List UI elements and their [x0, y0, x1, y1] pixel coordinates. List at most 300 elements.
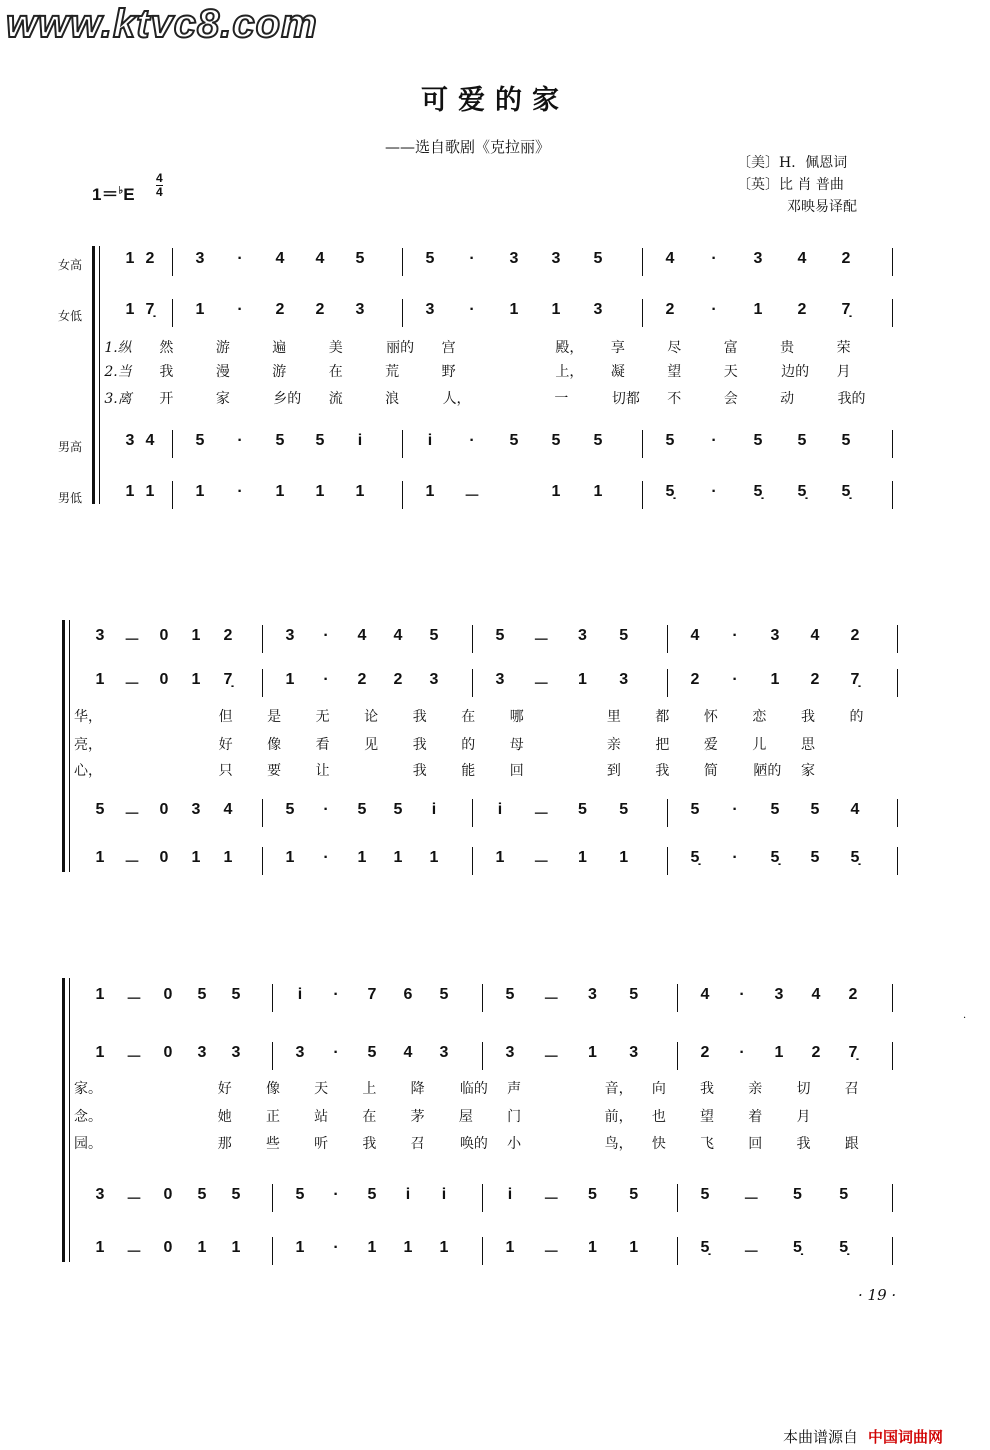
barline — [482, 1237, 483, 1265]
lyric-syllable: 游 — [272, 364, 287, 380]
note-soprano: 3 — [578, 627, 587, 644]
note-alto: 3 — [593, 301, 603, 318]
lyric-syllable: 飞 — [700, 1136, 715, 1152]
note-soprano: i — [297, 986, 303, 1003]
lyric-syllable: 好 — [218, 737, 233, 753]
note-tenor: i — [441, 1186, 447, 1203]
lyric-syllable: 儿 — [752, 737, 767, 753]
note-soprano: 1 — [125, 250, 135, 267]
page-number: · 19 · — [858, 1286, 897, 1304]
voice-label-alto: 女低 — [58, 309, 83, 323]
note-tenor: 5 — [619, 801, 629, 818]
lyric-syllable: 向 — [651, 1081, 666, 1097]
barline — [402, 481, 403, 509]
barline — [262, 847, 263, 875]
note-tenor: 0 — [159, 801, 169, 818]
note-tenor: · — [711, 432, 717, 449]
lyric-syllable: 我 — [700, 1081, 715, 1097]
note-soprano: 4 — [700, 986, 710, 1003]
barline — [482, 1042, 483, 1070]
note-tenor: － — [123, 806, 140, 823]
note-soprano: 3 — [753, 250, 763, 267]
note-soprano: 6 — [403, 986, 413, 1003]
note-bass: · — [711, 483, 717, 500]
note-tenor: 5 — [753, 432, 763, 449]
lyric-syllable: 凝 — [610, 364, 625, 380]
lyric-syllable: 鸟， — [604, 1136, 633, 1152]
lyric-syllable: 召 — [844, 1081, 859, 1097]
note-alto: · — [711, 301, 717, 318]
lyric-syllable: 母 — [509, 737, 524, 753]
note-bass: 1 — [429, 849, 439, 866]
key-flat: ♭ — [118, 185, 124, 197]
note-tenor: － — [125, 1191, 142, 1208]
lyric-syllable: 唤的 — [459, 1136, 488, 1152]
barline — [897, 847, 898, 875]
voice-label-bass: 男低 — [58, 491, 83, 505]
lyric-syllable: 的 — [849, 709, 864, 725]
lyric-syllable: 里 — [606, 709, 621, 725]
lyric-syllable: 简 — [703, 763, 718, 779]
note-soprano: · — [732, 627, 738, 644]
lyric-syllable: 贵 — [780, 340, 795, 356]
barline — [667, 625, 668, 653]
barline — [892, 430, 893, 458]
note-soprano: 5 — [619, 627, 629, 644]
note-soprano: · — [711, 250, 717, 267]
lyric-syllable: 我 — [412, 709, 427, 725]
note-alto: 2 — [665, 301, 675, 318]
note-soprano: 3 — [774, 986, 784, 1003]
note-soprano: － — [543, 991, 560, 1008]
note-alto: 1 — [509, 301, 519, 318]
lyric-syllable: 论 — [364, 709, 379, 725]
lyric-syllable: 上， — [555, 364, 584, 380]
note-bass: 1 — [505, 1239, 515, 1256]
lyric-syllable: 临的 — [459, 1081, 488, 1097]
note-alto: 7̣ — [145, 301, 155, 318]
lyric-syllable: 漫 — [215, 364, 230, 380]
note-tenor: i — [405, 1186, 411, 1203]
lyric-syllable: 华， — [74, 709, 102, 725]
note-soprano: 2 — [145, 250, 155, 267]
note-alto: 2 — [690, 671, 700, 688]
lyric-syllable: 跟 — [844, 1136, 859, 1152]
note-bass: 5 — [810, 849, 820, 866]
note-alto: 7̣ — [223, 671, 233, 688]
barline — [402, 430, 403, 458]
note-alto: － — [533, 676, 550, 693]
note-alto: 2 — [810, 671, 820, 688]
note-alto: 7̣ — [841, 301, 851, 318]
note-tenor: 5 — [275, 432, 285, 449]
key-signature — [92, 171, 163, 205]
note-bass: 1 — [593, 483, 603, 500]
barline — [472, 669, 473, 697]
lyric-syllable: 在 — [362, 1109, 377, 1125]
note-bass: 1 — [275, 483, 285, 500]
note-alto: 2 — [797, 301, 807, 318]
lyric-syllable: 月 — [836, 364, 851, 380]
note-soprano: － — [123, 632, 140, 649]
key-tonic: 1＝ — [92, 185, 119, 204]
note-tenor: i — [497, 801, 503, 818]
note-tenor: · — [333, 1186, 339, 1203]
note-alto: 2 — [275, 301, 285, 318]
note-alto: 2 — [393, 671, 403, 688]
note-soprano: 1 — [95, 986, 105, 1003]
lyric-syllable: 陋的 — [753, 763, 782, 779]
lyric-syllable: 也 — [651, 1109, 666, 1125]
note-soprano: 3 — [551, 250, 561, 267]
note-alto: 3 — [629, 1044, 639, 1061]
note-tenor: 5 — [797, 432, 807, 449]
note-soprano: 5 — [629, 986, 639, 1003]
note-soprano: · — [469, 250, 475, 267]
note-alto: · — [323, 671, 329, 688]
lyric-syllable: 着 — [748, 1109, 763, 1125]
note-bass: － — [123, 854, 140, 871]
barline — [892, 248, 893, 276]
note-alto: 7̣ — [850, 671, 860, 688]
lyric-syllable: 享 — [610, 340, 625, 356]
note-alto: 3 — [429, 671, 439, 688]
note-soprano: 5 — [495, 627, 505, 644]
note-bass: － — [125, 1244, 142, 1261]
lyric-syllable: 3.离 — [104, 391, 132, 407]
note-soprano: 4 — [811, 986, 821, 1003]
lyric-syllable: 恋 — [752, 709, 767, 725]
watermark-logo: www.ktvc8.com — [6, 2, 318, 46]
barline — [642, 299, 643, 327]
note-soprano: 4 — [665, 250, 675, 267]
lyric-syllable: 富 — [723, 340, 738, 356]
time-numerator: 4 — [156, 171, 163, 185]
note-alto: · — [469, 301, 475, 318]
lyric-syllable: 站 — [314, 1109, 329, 1125]
barline — [677, 1237, 678, 1265]
note-tenor: 3 — [125, 432, 135, 449]
key-note: E — [123, 185, 135, 204]
lyric-syllable: 月 — [796, 1109, 811, 1125]
note-soprano: 3 — [770, 627, 780, 644]
credits — [737, 152, 857, 218]
note-soprano: · — [237, 250, 243, 267]
lyric-syllable: 好 — [217, 1081, 232, 1097]
lyric-syllable: 的 — [461, 737, 476, 753]
note-bass: 1 — [425, 483, 435, 500]
note-bass: 1 — [95, 1239, 105, 1256]
lyric-syllable: 声 — [507, 1081, 522, 1097]
lyric-syllable: 让 — [315, 763, 330, 779]
note-bass: 5̣ — [839, 1239, 849, 1256]
lyric-syllable: 无 — [315, 709, 330, 725]
note-bass: 1 — [551, 483, 561, 500]
footer-brand: 中国词曲网 — [868, 1428, 944, 1446]
lyric-syllable: 召 — [410, 1136, 425, 1152]
note-bass: 0 — [159, 849, 169, 866]
note-soprano: 3 — [95, 627, 105, 644]
lyric-syllable: 亲 — [606, 737, 621, 753]
note-bass: 5̣ — [753, 483, 763, 500]
note-tenor: 5 — [95, 801, 105, 818]
voice-label-soprano: 女高 — [58, 258, 83, 272]
lyric-syllable: 荒 — [385, 364, 400, 380]
note-alto: · — [732, 671, 738, 688]
lyric-syllable: 茅 — [410, 1109, 425, 1125]
note-alto: 5 — [367, 1044, 377, 1061]
barline — [272, 1237, 273, 1265]
note-tenor: 5 — [793, 1186, 802, 1203]
note-tenor: 5 — [690, 801, 700, 818]
lyric-syllable: 边的 — [781, 364, 810, 380]
lyric-syllable: 小 — [507, 1136, 522, 1152]
note-soprano: 2 — [841, 250, 851, 267]
note-tenor: 5 — [551, 432, 561, 449]
lyric-syllable: 亮， — [74, 737, 102, 753]
lyric-syllable: 爱 — [703, 737, 718, 753]
system-bracket — [62, 978, 65, 1262]
time-signature — [156, 172, 163, 199]
note-bass: · — [333, 1239, 339, 1256]
lyric-syllable: 切 — [796, 1081, 811, 1097]
lyric-syllable: 前， — [604, 1109, 633, 1125]
note-alto: 3 — [355, 301, 365, 318]
lyric-syllable: 然 — [159, 340, 174, 356]
barline — [677, 1042, 678, 1070]
lyric-syllable: 怀 — [703, 709, 718, 725]
note-tenor: · — [469, 432, 475, 449]
barline — [892, 1237, 893, 1265]
note-soprano: 4 — [797, 250, 807, 267]
note-tenor: － — [543, 1191, 560, 1208]
note-bass: 1 — [125, 483, 135, 500]
note-bass: 1 — [367, 1239, 377, 1256]
barline — [642, 430, 643, 458]
note-soprano: · — [323, 627, 329, 644]
barline — [472, 847, 473, 875]
note-alto: · — [237, 301, 243, 318]
note-tenor: 5 — [367, 1186, 377, 1203]
lyric-syllable: 荣 — [836, 340, 851, 356]
note-bass: 1 — [145, 483, 155, 500]
note-soprano: 2 — [848, 986, 858, 1003]
lyric-syllable: 天 — [723, 364, 738, 380]
note-bass: 5̣ — [665, 483, 675, 500]
note-tenor: 5 — [578, 801, 587, 818]
note-soprano: · — [333, 986, 339, 1003]
lyric-syllable: 宫 — [441, 340, 456, 356]
note-alto: 1 — [195, 301, 205, 318]
note-bass: 1 — [295, 1239, 305, 1256]
lyric-syllable: 回 — [748, 1136, 763, 1152]
lyric-syllable: 园。 — [74, 1136, 102, 1152]
lyric-syllable: 会 — [723, 391, 738, 407]
note-tenor: 5 — [285, 801, 295, 818]
note-tenor: 4 — [850, 801, 860, 818]
note-tenor: i — [507, 1186, 513, 1203]
note-soprano: 3 — [195, 250, 205, 267]
lyric-syllable: 些 — [265, 1136, 280, 1152]
barline — [667, 799, 668, 827]
note-soprano: 5 — [197, 986, 207, 1003]
footer — [783, 1426, 943, 1447]
lyric-syllable: 殿， — [555, 340, 584, 356]
note-bass: 1 — [495, 849, 505, 866]
lyric-syllable: 家 — [215, 391, 230, 407]
barline — [642, 481, 643, 509]
note-bass: 5̣ — [793, 1239, 802, 1256]
lyric-syllable: 降 — [410, 1081, 425, 1097]
barline — [897, 799, 898, 827]
note-tenor: 5 — [195, 432, 205, 449]
lyric-syllable: 动 — [780, 391, 795, 407]
barline — [892, 1184, 893, 1212]
lyric-syllable: 只 — [218, 763, 233, 779]
song-title: 可爱的家 — [421, 85, 569, 116]
lyric-syllable: 那 — [217, 1136, 232, 1152]
lyric-syllable: 念。 — [74, 1109, 102, 1125]
lyric-syllable: 把 — [655, 737, 670, 753]
lyric-syllable: 她 — [217, 1109, 232, 1125]
lyric-syllable: 浪 — [385, 391, 400, 407]
note-bass: 5̣ — [700, 1239, 710, 1256]
lyric-syllable: 乡的 — [273, 391, 302, 407]
lyric-syllable: 家。 — [74, 1081, 102, 1097]
note-alto: 1 — [774, 1044, 784, 1061]
note-soprano: 5 — [425, 250, 435, 267]
credit-lyricist: 〔美〕H．佩恩词 — [737, 155, 848, 171]
note-bass: 1 — [629, 1239, 639, 1256]
lyric-syllable: 1.纵 — [104, 340, 132, 356]
barline — [272, 1042, 273, 1070]
note-alto: 1 — [578, 671, 587, 688]
note-soprano: 5 — [593, 250, 603, 267]
note-tenor: 5 — [393, 801, 403, 818]
system-bracket — [62, 620, 65, 872]
lyric-syllable: 切都 — [611, 391, 640, 407]
credit-translator: 邓映易译配 — [787, 199, 857, 215]
note-bass: 1 — [619, 849, 629, 866]
note-bass: · — [732, 849, 738, 866]
note-tenor: 5 — [588, 1186, 597, 1203]
barline — [897, 625, 898, 653]
system-bracket — [92, 246, 95, 504]
note-soprano: 5 — [505, 986, 515, 1003]
lyric-syllable: 望 — [667, 364, 682, 380]
barline — [892, 984, 893, 1012]
barline — [262, 669, 263, 697]
note-alto: 7̣ — [848, 1044, 858, 1061]
note-bass: 1 — [191, 849, 201, 866]
note-alto: 2 — [315, 301, 325, 318]
note-bass: 1 — [195, 483, 205, 500]
lyric-syllable: 流 — [328, 391, 343, 407]
note-soprano: 4 — [690, 627, 700, 644]
note-alto: 1 — [551, 301, 561, 318]
note-soprano: 3 — [509, 250, 519, 267]
lyric-syllable: 2.当 — [104, 364, 132, 380]
lyric-syllable: 哪 — [509, 709, 524, 725]
barline — [892, 299, 893, 327]
note-soprano: － — [533, 632, 550, 649]
note-tenor: 3 — [95, 1186, 105, 1203]
note-bass: － — [543, 1244, 560, 1261]
note-tenor: · — [732, 801, 738, 818]
note-alto: 2 — [700, 1044, 710, 1061]
note-bass: 1 — [231, 1239, 241, 1256]
barline — [172, 299, 173, 327]
lyric-syllable: 音， — [604, 1081, 633, 1097]
note-bass: 1 — [223, 849, 233, 866]
barline — [172, 481, 173, 509]
song-subtitle: ——选自歌剧《克拉丽》 — [385, 138, 551, 156]
note-bass: 1 — [315, 483, 325, 500]
lyric-syllable: 正 — [265, 1109, 280, 1125]
note-tenor: i — [357, 432, 363, 449]
barline — [897, 669, 898, 697]
note-alto: 1 — [95, 1044, 105, 1061]
note-bass: 1 — [197, 1239, 207, 1256]
note-bass: · — [237, 483, 243, 500]
lyric-syllable: 我 — [796, 1136, 811, 1152]
note-alto: 2 — [811, 1044, 821, 1061]
lyric-syllable: 像 — [267, 737, 282, 753]
barline — [272, 1184, 273, 1212]
lyric-syllable: 看 — [315, 737, 330, 753]
note-alto: 1 — [95, 671, 105, 688]
barline — [482, 984, 483, 1012]
lyric-syllable: 美 — [328, 340, 343, 356]
note-soprano: 3 — [285, 627, 295, 644]
note-alto: 4 — [403, 1044, 413, 1061]
barline — [677, 984, 678, 1012]
barline — [402, 299, 403, 327]
note-bass: 1 — [95, 849, 105, 866]
note-bass: 1 — [357, 849, 367, 866]
lyric-syllable: 心， — [74, 763, 102, 779]
barline — [472, 799, 473, 827]
lyric-syllable: 我 — [362, 1136, 377, 1152]
lyric-syllable: 到 — [606, 763, 621, 779]
lyric-syllable: 上 — [362, 1081, 377, 1097]
barline — [677, 1184, 678, 1212]
note-bass: 1 — [285, 849, 295, 866]
lyric-syllable: 尽 — [667, 340, 682, 356]
lyric-syllable: 但 — [218, 709, 233, 725]
barline — [472, 625, 473, 653]
note-soprano: 5 — [439, 986, 449, 1003]
note-tenor: 5 — [295, 1186, 305, 1203]
note-tenor: 5 — [629, 1186, 639, 1203]
note-bass: 5̣ — [797, 483, 807, 500]
note-tenor: 5 — [231, 1186, 241, 1203]
note-tenor: 5 — [509, 432, 519, 449]
note-bass: 1 — [588, 1239, 597, 1256]
note-tenor: · — [237, 432, 243, 449]
lyric-syllable: 野 — [441, 364, 456, 380]
lyric-syllable: 不 — [667, 391, 682, 407]
barline — [172, 248, 173, 276]
note-soprano: 4 — [810, 627, 820, 644]
note-tenor: 5 — [839, 1186, 849, 1203]
lyric-syllable: 屋 — [458, 1109, 473, 1125]
lyric-syllable: 开 — [159, 391, 174, 407]
lyric-syllable: 在 — [461, 709, 476, 725]
lyric-syllable: 亲 — [748, 1081, 763, 1097]
note-soprano: 4 — [275, 250, 285, 267]
note-soprano: 5 — [231, 986, 241, 1003]
